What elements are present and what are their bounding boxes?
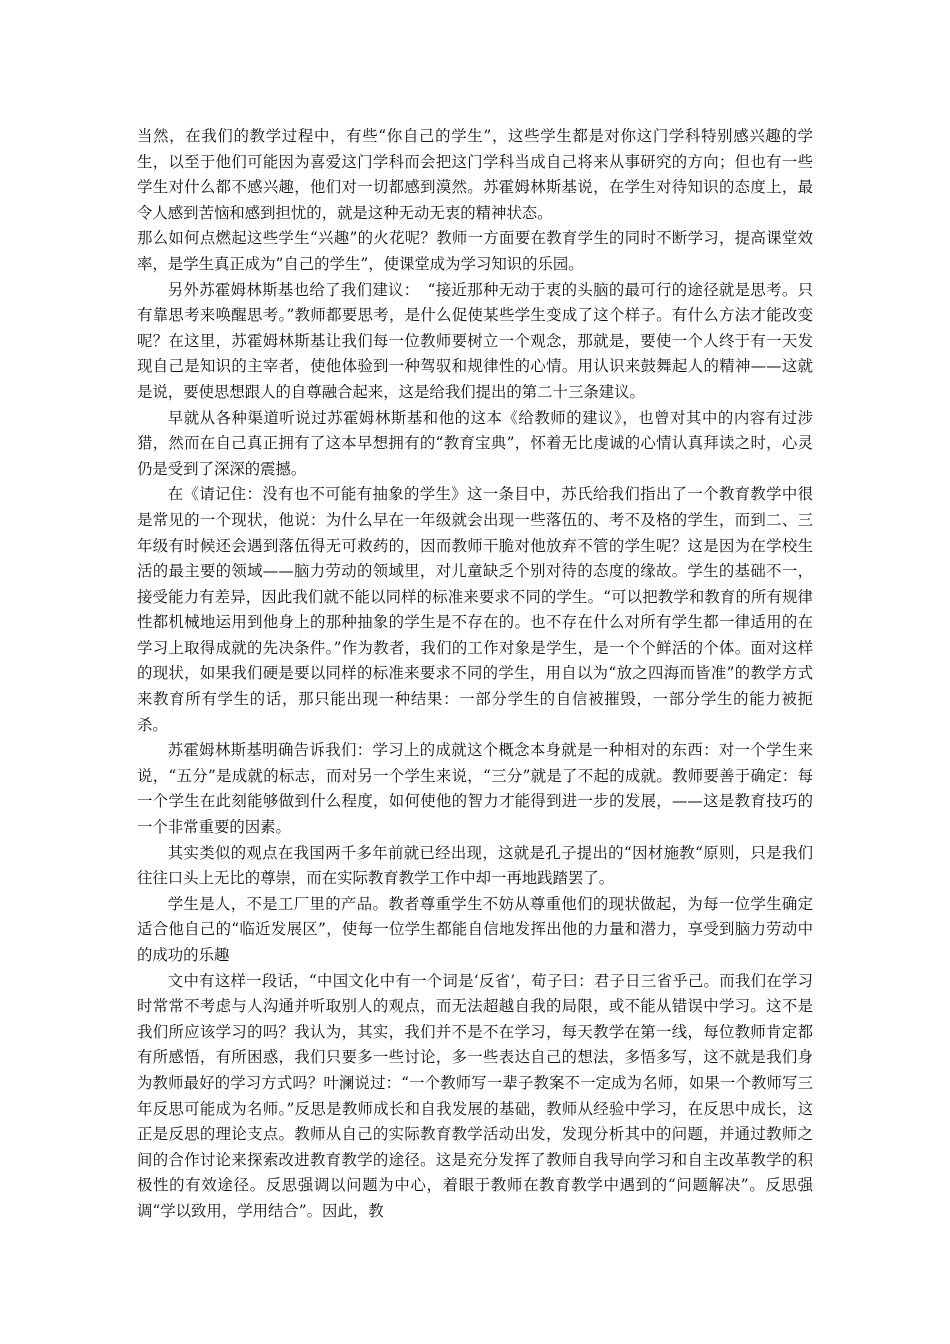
paragraph-3: 另外苏霍姆林斯基也给了我们建议： “接近那种无动于衷的头脑的最可行的途径就是思考。只有靠思考来唤醒思考。”教师都要思考，是什么促使某些学生变成了这个样子。有什么方法才能改变呢？在这里，苏霍姆林斯基让我们每一位教师要树立一个观念，那就是，要使一个人终于有一天发现自己是知识的主宰者，使他体验到一种驾驭和规律性的心情。用认识来鼓舞起人的精神——这就是说，要使思想跟人的自尊融合起来，这是给我们提出的第二十三条建议。 [137,280,813,401]
paragraph-5: 在《请记住：没有也不可能有抽象的学生》这一条目中，苏氏给我们指出了一个教育教学中很是常见的一个现状，他说：为什么早在一年级就会出现一些落伍的、考不及格的学生，而到二、三年级有时候还会遇到落伍得无可救药的，因而教师干脆对他放弃不管的学生呢？这是因为在学校生活的最主要的领域——脑力劳动的领域里，对儿童缺乏个别对待的态度的缘故。学生的基础不一，接受能力有差异，因此我们就不能以同样的标准来要求不同的学生。“可以把教学和教育的所有规律性都机械地运用到他身上的那种抽象的学生是不存在的。也不存在什么对所有学生都一律适用的在学习上取得成就的先决条件。”作为教者，我们的工作对象是学生，是一个个鲜活的个体。面对这样的现状，如果我们硬是要以同样的标准来要求不同的学生，用自以为“放之四海而皆准”的教学方式来教育所有学生的话，那只能出现一种结果：一部分学生的自信被摧毁，一部分学生的能力被扼杀。 [137,485,813,734]
paragraph-7: 其实类似的观点在我国两千多年前就已经出现，这就是孔子提出的“因材施教“原则，只是我们往往口头上无比的尊崇，而在实际教育教学工作中却一再地践踏罢了。 [137,843,813,888]
paragraph-1: 当然，在我们的教学过程中，有些“你自己的学生”，这些学生都是对你这门学科特别感兴趣的学生，以至于他们可能因为喜爱这门学科而会把这门学科当成自己将来从事研究的方向；但也有一些学生对什么都不感兴趣，他们对一切都感到漠然。苏霍姆林斯基说，在学生对待知识的态度上，最令人感到苦恼和感到担忧的，就是这种无动无衷的精神状态。 [137,127,813,222]
paragraph-4: 早就从各种渠道听说过苏霍姆林斯基和他的这本《给教师的建议》，也曾对其中的内容有过涉猎，然而在自己真正拥有了这本早想拥有的“教育宝典”，怀着无比虔诚的心情认真拜读之时，心灵仍是受到了深深的震撼。 [137,408,813,478]
paragraph-6: 苏霍姆林斯基明确告诉我们：学习上的成就这个概念本身就是一种相对的东西：对一个学生来说，“五分”是成就的标志，而对另一个学生来说，“三分”就是了不起的成就。教师要善于确定：每一个学生在此刻能够做到什么程度，如何使他的智力才能得到进一步的发展，——这是教育技巧的一个非常重要的因素。 [137,741,813,837]
document-page [137,124,813,1225]
paragraph-9: 文中有这样一段话，“中国文化中有一个词是‘反省’，荀子曰：君子日三省乎己。而我们在学习时常常不考虑与人沟通并听取别人的观点，而无法超越自我的局限，或不能从错误中学习。这不是我们所应该学习的吗？我认为，其实，我们并不是不在学习，每天教学在第一线，每位教师肯定都有所感悟，有所困惑，我们只要多一些讨论，多一些表达自己的想法，多悟多写，这不就是我们身为教师最好的学习方式吗？叶澜说过：“一个教师写一辈子教案不一定成为名师，如果一个教师写三年反思可能成为名师。”反思是教师成长和自我发展的基础，教师从经验中学习，在反思中成长，这正是反思的理论支点。教师从自己的实际教育教学活动出发，发现分析其中的问题，并通过教师之间的合作讨论来探索改进教育教学的途径。这是充分发挥了教师自我导向学习和自主改革教学的积极性的有效途径。反思强调以问题为中心，着眼于教师在教育教学中遇到的“问题解决”。反思强调“学以致用，学用结合”。因此，教 [137,971,813,1220]
paragraph-8: 学生是人，不是工厂里的产品。教者尊重学生不妨从尊重他们的现状做起，为每一位学生确定适合他自己的“临近发展区”，使每一位学生都能自信地发挥出他的力量和潜力，享受到脑力劳动中的成功的乐趣 [137,894,813,964]
paragraph-2: 那么如何点燃起这些学生“兴趣”的火花呢？教师一方面要在教育学生的同时不断学习，提高课堂效率，是学生真正成为”自己的学生”，使课堂成为学习知识的乐园。 [137,229,813,273]
